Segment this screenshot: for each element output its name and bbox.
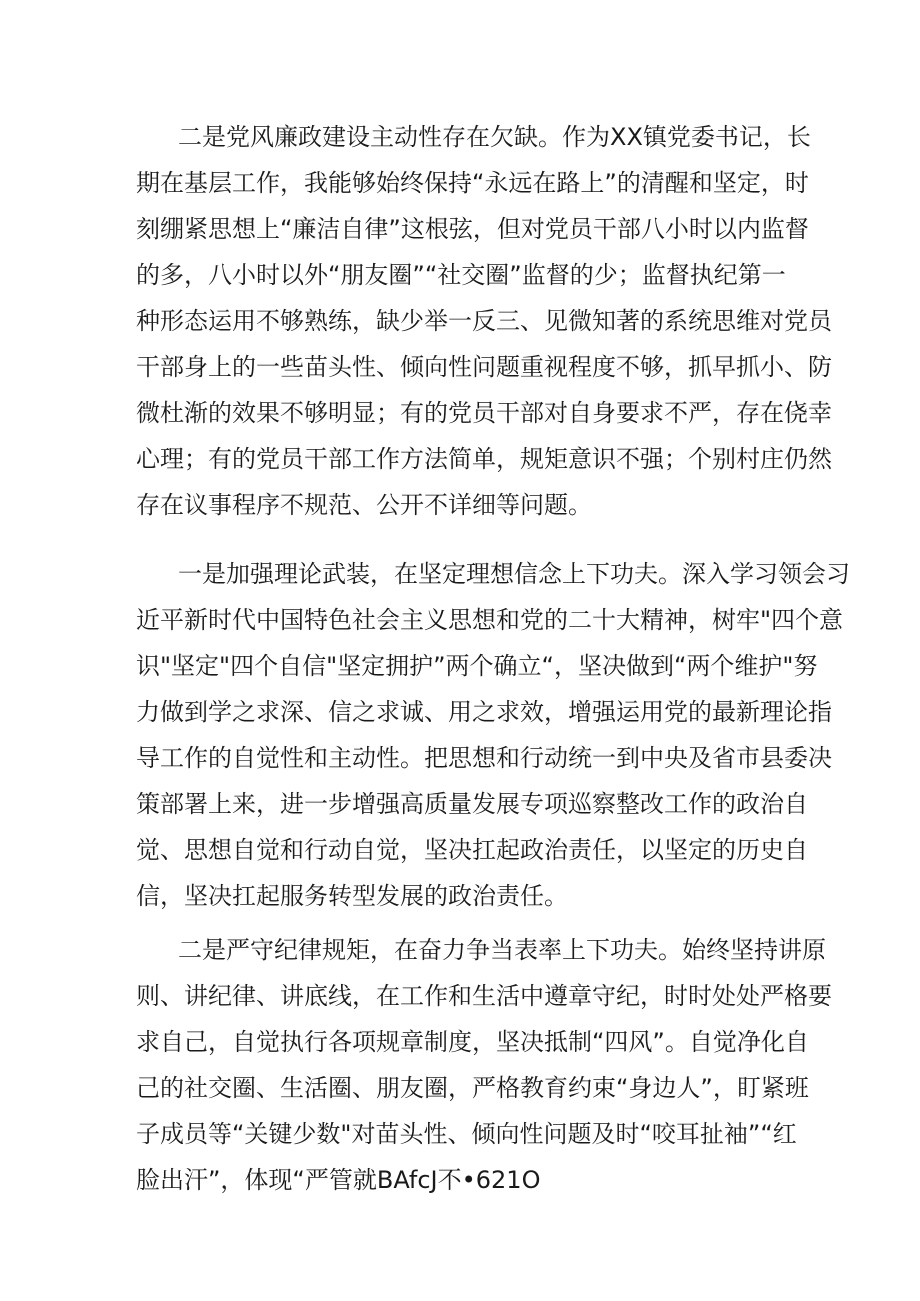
paragraph-2-line-4: 力做到学之求深、信之求诚、用之求效，增强运用党的最新理论指 [136,698,832,726]
paragraph-1-line-2: 期在基层工作，我能够始终保持“永远在路上”的清醒和坚定，时 [136,169,809,197]
paragraph-3-line-5: 子成员等“关键少数"对苗头性、倾向性问题及时“咬耳扯袖”“红 [136,1120,797,1148]
paragraph-3-line-2: 则、讲纪律、讲底线，在工作和生活中遵章守纪，时时处处严格要 [136,982,832,1010]
paragraph-2-line-8: 信，坚决扛起服务转型发展的政治责任。 [136,882,568,910]
paragraph-2-line-6: 策部署上来，进一步增强高质量发展专项巡察整改工作的政治自 [136,790,808,818]
paragraph-2-line-5: 导工作的自觉性和主动性。把思想和行动统一到中央及省市县委决 [136,744,832,772]
paragraph-3-line-4: 己的社交圈、生活圈、朋友圈，严格教育约束“身边人”，盯紧班 [136,1074,809,1102]
paragraph-3-line-6: 脸出汗”，体现“严管就BAfcJ不•621O [136,1166,541,1194]
paragraph-1-line-1: 二是党风廉政建设主动性存在欠缺。作为XX镇党委书记，长 [178,123,811,151]
paragraph-2-line-7: 觉、思想自觉和行动自觉，坚决扛起政治责任，以坚定的历史自 [136,836,808,864]
paragraph-1-line-6: 干部身上的一些苗头性、倾向性问题重视程度不够，抓早抓小、防 [136,353,832,381]
paragraph-1-line-5: 种形态运用不够熟练，缺少举一反三、见微知著的系统思维对党员 [136,307,832,335]
paragraph-1-line-7: 微杜渐的效果不够明显；有的党员干部对自身要求不严，存在侥幸 [136,399,832,427]
paragraph-3-line-3: 求自己，自觉执行各项规章制度，坚决抵制“四风”。自觉净化自 [136,1028,809,1056]
paragraph-1-line-3: 刻绷紧思想上“廉洁自律”这根弦，但对党员干部八小时以内监督 [136,215,809,243]
paragraph-1-line-9: 存在议事程序不规范、公开不详细等问题。 [136,491,592,519]
paragraph-1-line-4: 的多，八小时以外“朋友圈”“社交圈”监督的少；监督执纪第一 [136,261,786,289]
paragraph-1-line-8: 心理；有的党员干部工作方法简单，规矩意识不强；个别村庄仍然 [136,445,832,473]
paragraph-2-line-1: 一是加强理论武装，在坚定理想信念上下功夫。深入学习领会习 [178,560,850,588]
paragraph-3-line-1: 二是严守纪律规矩，在奋力争当表率上下功夫。始终坚持讲原 [178,936,826,964]
paragraph-2-line-3: 识"坚定"四个自信"坚定拥护”两个确立“，坚决做到“两个维护"努 [136,652,818,680]
paragraph-2-line-2: 近平新时代中国特色社会主义思想和党的二十大精神，树牢"四个意 [136,606,844,634]
